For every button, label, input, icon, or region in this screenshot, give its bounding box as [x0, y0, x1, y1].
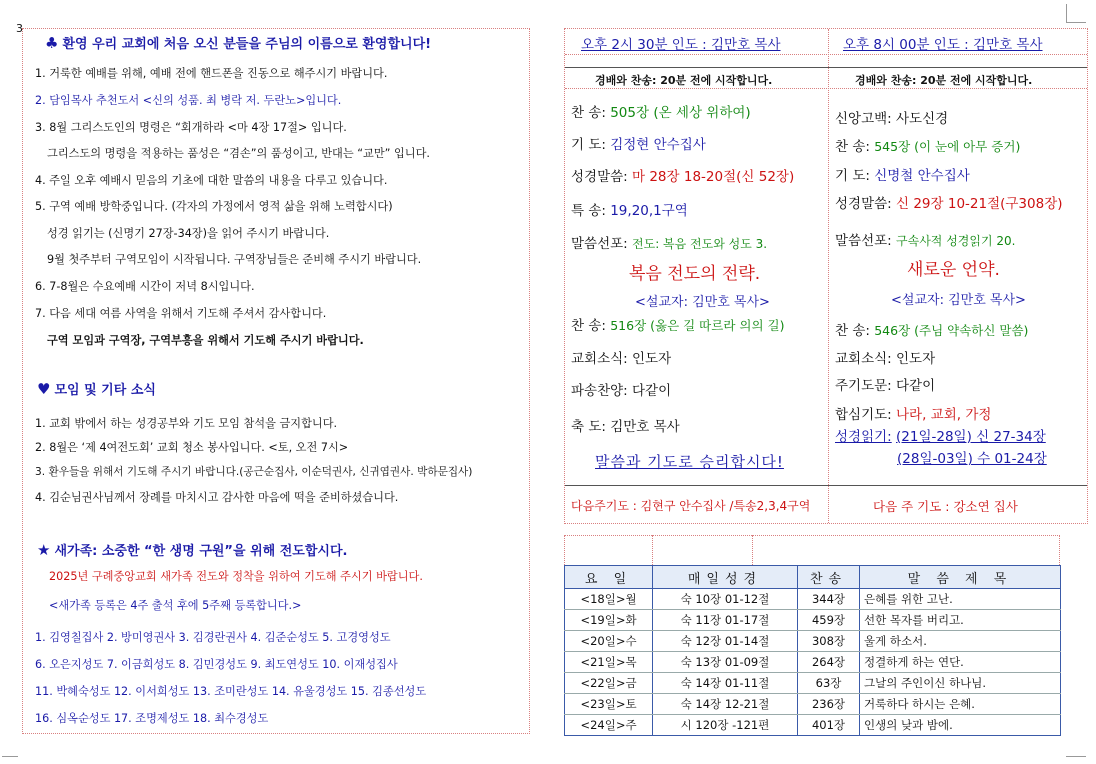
welcome-title: 환영 우리 교회에 처음 오신 분들을 주님의 이름으로 환영합니다!: [62, 37, 432, 52]
afternoon-bible: 성경말씀: 마 28장 18-20절(신 52장): [571, 169, 795, 185]
header-title: 말 씀 제 목: [860, 566, 1061, 589]
afternoon-benediction: 축 도: 김만호 목사: [571, 419, 680, 435]
motto: 말씀과 기도로 승리합시다!: [595, 453, 784, 471]
evening-sermon-title: 새로운 언약.: [907, 260, 1000, 280]
evening-prayer: 기 도: 신명철 안수집사: [835, 168, 970, 184]
cell-bible: 숙 11장 01-17절: [653, 610, 798, 631]
cell-day: <23일>토: [565, 694, 653, 715]
meeting-item-3: 3. 환우들을 위해서 기도해 주시기 바랍니다.(공근순집사, 이순덕권사, 신귀엽권사. 박하문집사): [35, 466, 473, 478]
daily-bible-table: [564, 565, 1061, 736]
cell-hymn: 264장: [798, 652, 860, 673]
corner-mark: [1066, 756, 1086, 757]
welcome-heading: [45, 33, 431, 52]
evening-creed: 신앙고백: 사도신경: [835, 111, 949, 127]
cell-bible: 시 120장 -121편: [653, 715, 798, 736]
evening-next-prayer: 다음 주 기도 : 강소연 집사: [873, 499, 1018, 514]
table-row: [565, 589, 1061, 610]
meeting-item-4: 4. 김순님권사님께서 장례를 마치시고 감사한 마음에 떡을 준비하셨습니다.: [35, 491, 399, 504]
divider: [564, 535, 1060, 536]
evening-series: 말씀선포: 구속사적 성경읽기 20.: [835, 233, 1016, 249]
afternoon-note: 경배와 찬송: 20분 전에 시작합니다.: [595, 74, 773, 87]
evening-hymn1: 찬 송: 545장 (이 눈에 아무 증거): [835, 139, 1021, 155]
newfamily-prayer: 2025년 구례중앙교회 새가족 전도와 정착을 위하여 기도해 주시기 바랍니다.: [49, 570, 423, 583]
table-row: [565, 673, 1061, 694]
afternoon-hymn1: 찬 송: 505장 (온 세상 위하여): [571, 105, 751, 121]
table-row: [565, 715, 1061, 736]
table-row: [565, 652, 1061, 673]
newfamily-rule: <새가족 등록은 4주 출석 후에 5주째 등록합니다.>: [49, 599, 302, 612]
welcome-item-5b: 성경 읽기는 (신명기 27장-34장)을 읽어 주시기 바랍니다.: [47, 227, 330, 240]
header-daily-bible: 매일성경: [653, 566, 798, 589]
afternoon-preacher: <설교자: 김만호 목사>: [635, 295, 770, 310]
meeting-item-1: 1. 교회 밖에서 하는 성경공부와 기도 모임 참석을 금지합니다.: [35, 417, 338, 430]
evening-preacher: <설교자: 김만호 목사>: [891, 293, 1026, 308]
newfamily-heading: [37, 540, 347, 559]
table-header-row: [565, 566, 1061, 589]
afternoon-series: 말씀선포: 전도: 복음 전도와 성도 3.: [571, 236, 768, 252]
divider: [752, 535, 753, 565]
evening-reading: 성경읽기: (21일-28일) 신 27-34장: [835, 429, 1046, 445]
cell-hymn: 63장: [798, 673, 860, 694]
evening-news: 교회소식: 인도자: [835, 351, 936, 367]
evening-unity-prayer: 합심기도: 나라, 교회, 가정: [835, 407, 992, 423]
meeting-heading: [37, 379, 156, 398]
evening-bible: 성경말씀: 신 29장 10-21절(구308장): [835, 196, 1063, 212]
cell-hymn: 308장: [798, 631, 860, 652]
star-icon: ★: [37, 541, 51, 559]
cell-bible: 숙 10장 01-12절: [653, 589, 798, 610]
header-hymn: 찬송: [798, 566, 860, 589]
table-row: [565, 631, 1061, 652]
header-day: 요 일: [565, 566, 653, 589]
cell-day: <19일>화: [565, 610, 653, 631]
newfamily-names-4: 16. 심옥순성도 17. 조명제성도 18. 최수경성도: [35, 712, 269, 725]
meeting-title: 모임 및 기타 소식: [54, 383, 156, 398]
welcome-item-3b: 그리스도의 명령을 적용하는 품성은 “겸손”의 품성이고, 반대는 “교만” 입니다.: [47, 147, 430, 160]
cell-title: 선한 목자를 버리고.: [860, 610, 1061, 631]
service-order-panel: [564, 28, 1088, 524]
afternoon-next-prayer: 다음주기도 : 김현구 안수집사 /특송2,3,4구역: [571, 499, 811, 513]
corner-mark: [1066, 22, 1086, 23]
cell-hymn: 236장: [798, 694, 860, 715]
cell-title: 은혜를 위한 고난.: [860, 589, 1061, 610]
newfamily-names-1: 1. 김영칠집사 2. 방미영권사 3. 김경란권사 4. 김준순성도 5. 고경영성도: [35, 631, 391, 644]
cell-bible: 숙 14장 01-11절: [653, 673, 798, 694]
table-row: [565, 694, 1061, 715]
welcome-item-6: 6. 7-8월은 수요예배 시간이 저녁 8시입니다.: [35, 280, 255, 293]
cell-title: 정결하게 하는 연단.: [860, 652, 1061, 673]
afternoon-prayer: 기 도: 김정현 안수집사: [571, 137, 706, 153]
corner-mark: [1066, 4, 1067, 22]
welcome-item-1: 1. 거룩한 예배를 위해, 예배 전에 핸드폰을 진동으로 해주시기 바랍니다.: [35, 67, 388, 80]
page-number: 3: [16, 22, 23, 35]
welcome-item-5c: 9월 첫주부터 구역모임이 시작됩니다. 구역장님들은 준비해 주시기 바랍니다.: [47, 253, 422, 266]
welcome-item-5: 5. 구역 예배 방학중입니다. (각자의 가정에서 영적 삶을 위해 노력합시다): [35, 200, 393, 213]
afternoon-sendoff: 파송찬양: 다같이: [571, 383, 672, 399]
cell-bible: 숙 12장 01-14절: [653, 631, 798, 652]
divider: [565, 485, 1087, 486]
cell-hymn: 459장: [798, 610, 860, 631]
cell-title: 울게 하소서.: [860, 631, 1061, 652]
divider: [565, 54, 1087, 55]
welcome-item-4: 4. 주일 오후 예배시 믿음의 기초에 대한 말씀의 내용을 다루고 있습니다.: [35, 174, 388, 187]
welcome-item-2: 2. 담임목사 추천도서 <신의 성품. 최 병락 저. 두란노>입니다.: [35, 94, 342, 107]
afternoon-sermon-title: 복음 전도의 전략.: [629, 264, 761, 284]
newfamily-title: 새가족: 소중한 “한 생명 구원”을 위해 전도합시다.: [54, 544, 348, 559]
cell-hymn: 344장: [798, 589, 860, 610]
evening-hymn2: 찬 송: 546장 (주님 약속하신 말씀): [835, 323, 1029, 339]
cell-day: <24일>주: [565, 715, 653, 736]
divider: [564, 535, 565, 565]
welcome-item-7: 7. 다음 세대 여름 사역을 위해서 기도해 주셔서 감사합니다.: [35, 307, 327, 320]
divider: [565, 88, 1087, 89]
evening-reading-2: (28일-03일) 수 01-24장: [897, 451, 1047, 467]
afternoon-hymn2: 찬 송: 516장 (옳은 길 따르라 의의 길): [571, 318, 785, 334]
cell-bible: 숙 13장 01-09절: [653, 652, 798, 673]
cell-day: <18일>월: [565, 589, 653, 610]
afternoon-title: 오후 2시 30분 인도 : 김만호 목사: [581, 37, 781, 53]
cell-title: 거룩하다 하시는 은혜.: [860, 694, 1061, 715]
afternoon-news: 교회소식: 인도자: [571, 351, 672, 367]
afternoon-special: 특 송: 19,20,1구역: [571, 203, 688, 219]
cell-bible: 숙 14장 12-21절: [653, 694, 798, 715]
cell-day: <20일>수: [565, 631, 653, 652]
cell-day: <22일>금: [565, 673, 653, 694]
welcome-item-7b: 구역 모임과 구역장, 구역부흥을 위해서 기도해 주시기 바랍니다.: [47, 334, 364, 347]
evening-lords-prayer: 주기도문: 다같이: [835, 378, 936, 394]
cell-title: 인생의 낮과 밤에.: [860, 715, 1061, 736]
table-row: [565, 610, 1061, 631]
evening-title: 오후 8시 00분 인도 : 김만호 목사: [843, 37, 1043, 53]
cell-day: <21일>목: [565, 652, 653, 673]
divider: [565, 67, 1087, 68]
divider: [652, 535, 653, 565]
column-divider: [828, 29, 829, 523]
evening-note: 경배와 찬송: 20분 전에 시작합니다.: [855, 74, 1033, 87]
newfamily-names-2: 6. 오은지성도 7. 이금희성도 8. 김민경성도 9. 최도연성도 10. 이재성집사: [35, 658, 398, 671]
divider: [1059, 535, 1060, 565]
heart-icon: ♥: [37, 380, 51, 398]
announcements-panel: [22, 28, 530, 734]
welcome-item-3: 3. 8월 그리스도인의 명령은 “회개하라 <마 4장 17절> 입니다.: [35, 121, 347, 134]
cell-title: 그날의 주인이신 하나님.: [860, 673, 1061, 694]
newfamily-names-3: 11. 박혜숙성도 12. 이서희성도 13. 조미란성도 14. 유울경성도 15. 김종선성도: [35, 685, 427, 698]
meeting-item-2: 2. 8월은 ‘제 4여전도회’ 교회 청소 봉사입니다. <토, 오전 7시>: [35, 441, 349, 454]
club-icon: ♣: [45, 34, 59, 52]
corner-mark: [2, 756, 18, 757]
cell-hymn: 401장: [798, 715, 860, 736]
